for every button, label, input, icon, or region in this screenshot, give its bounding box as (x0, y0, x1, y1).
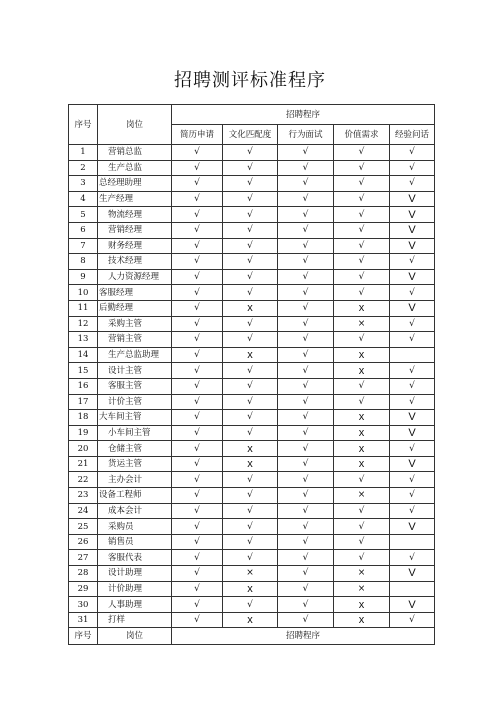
row-mark: √ (278, 316, 334, 332)
row-mark: √ (172, 534, 223, 550)
row-seq: 26 (69, 534, 98, 550)
row-mark: √ (172, 581, 223, 597)
row-mark: V (390, 519, 435, 535)
row-mark: √ (172, 425, 223, 441)
row-seq: 19 (69, 425, 98, 441)
table-row (69, 581, 435, 597)
row-mark: √ (223, 363, 278, 379)
row-mark: √ (334, 269, 390, 285)
row-mark: √ (172, 456, 223, 472)
row-mark: √ (223, 316, 278, 332)
row-mark: √ (223, 534, 278, 550)
row-mark: √ (223, 394, 278, 410)
page-title: 招聘测评标准程序 (174, 70, 326, 91)
header-row-1 (69, 105, 435, 125)
row-mark: × (223, 566, 278, 582)
row-mark: √ (223, 550, 278, 566)
row-mark: √ (390, 612, 435, 628)
row-position: 人力资源经理 (98, 269, 172, 285)
row-mark: V (390, 410, 435, 426)
footer-group: 招聘程序 (172, 628, 435, 645)
recruitment-table (68, 104, 435, 645)
row-mark: √ (334, 394, 390, 410)
row-seq: 14 (69, 347, 98, 363)
row-mark: √ (172, 378, 223, 394)
row-position: 后勤经理 (98, 300, 172, 316)
row-mark: √ (278, 347, 334, 363)
row-mark: √ (223, 519, 278, 535)
row-mark: √ (278, 410, 334, 426)
row-seq: 25 (69, 519, 98, 535)
table-row (69, 160, 435, 176)
row-mark: √ (223, 238, 278, 254)
row-mark: x (223, 612, 278, 628)
row-mark: √ (278, 425, 334, 441)
row-position: 客服经理 (98, 285, 172, 301)
row-mark: V (390, 269, 435, 285)
row-mark: √ (334, 285, 390, 301)
row-mark: √ (223, 378, 278, 394)
row-mark: √ (390, 378, 435, 394)
row-position: 采购主管 (98, 316, 172, 332)
row-mark: √ (278, 191, 334, 207)
row-mark (390, 534, 435, 550)
row-mark: √ (223, 145, 278, 161)
row-position: 生产总监 (98, 160, 172, 176)
row-mark: x (334, 363, 390, 379)
header-col-3: 行为面试 (278, 125, 334, 145)
row-mark: x (223, 581, 278, 597)
row-position: 货运主管 (98, 456, 172, 472)
row-mark: √ (172, 332, 223, 348)
row-mark: V (390, 191, 435, 207)
footer-row (69, 628, 435, 645)
row-mark: V (390, 222, 435, 238)
row-mark: x (334, 597, 390, 613)
row-mark: x (334, 300, 390, 316)
row-position: 总经理助理 (98, 176, 172, 192)
row-seq: 11 (69, 300, 98, 316)
row-seq: 12 (69, 316, 98, 332)
row-mark: √ (390, 176, 435, 192)
row-mark: √ (172, 472, 223, 488)
row-mark: x (334, 612, 390, 628)
row-mark: √ (172, 222, 223, 238)
row-mark: √ (223, 191, 278, 207)
row-seq: 4 (69, 191, 98, 207)
row-mark: √ (172, 347, 223, 363)
header-col-5: 经验问话 (390, 125, 435, 145)
row-mark: √ (278, 488, 334, 504)
table-row (69, 238, 435, 254)
row-mark: √ (172, 207, 223, 223)
row-mark: √ (334, 472, 390, 488)
row-seq: 21 (69, 456, 98, 472)
row-mark: √ (278, 145, 334, 161)
table-row (69, 300, 435, 316)
row-mark: √ (278, 519, 334, 535)
row-mark: x (334, 410, 390, 426)
row-mark: √ (278, 363, 334, 379)
row-seq: 6 (69, 222, 98, 238)
row-mark: √ (390, 316, 435, 332)
row-mark: √ (172, 191, 223, 207)
row-mark: x (223, 300, 278, 316)
row-position: 生产总监助理 (98, 347, 172, 363)
table-row (69, 222, 435, 238)
table-row (69, 316, 435, 332)
row-mark: √ (172, 300, 223, 316)
row-mark: √ (172, 269, 223, 285)
header-position: 岗位 (98, 105, 172, 145)
row-mark: √ (334, 191, 390, 207)
row-mark: √ (223, 503, 278, 519)
table-row (69, 597, 435, 613)
table-row (69, 488, 435, 504)
row-mark: √ (390, 160, 435, 176)
row-position: 设计助理 (98, 566, 172, 582)
row-mark: √ (334, 238, 390, 254)
row-position: 计价助理 (98, 581, 172, 597)
row-mark: x (223, 441, 278, 457)
row-mark: √ (334, 332, 390, 348)
row-mark: V (390, 597, 435, 613)
table-row (69, 503, 435, 519)
table-row (69, 394, 435, 410)
row-position: 小车间主管 (98, 425, 172, 441)
row-mark: V (390, 456, 435, 472)
table-row (69, 472, 435, 488)
row-mark: √ (278, 534, 334, 550)
row-mark: √ (223, 160, 278, 176)
row-position: 生产经理 (98, 191, 172, 207)
row-mark: √ (278, 394, 334, 410)
row-mark: V (390, 300, 435, 316)
row-position: 客服代表 (98, 550, 172, 566)
row-mark: V (390, 238, 435, 254)
row-mark: √ (278, 222, 334, 238)
table-row (69, 425, 435, 441)
row-mark: √ (223, 597, 278, 613)
row-mark: √ (278, 456, 334, 472)
header-col-1: 简历申请 (172, 125, 223, 145)
row-mark: √ (278, 378, 334, 394)
row-mark: √ (172, 254, 223, 270)
row-position: 营销经理 (98, 222, 172, 238)
table-row (69, 456, 435, 472)
row-seq: 30 (69, 597, 98, 613)
row-seq: 8 (69, 254, 98, 270)
footer-position: 岗位 (98, 628, 172, 645)
row-seq: 27 (69, 550, 98, 566)
row-seq: 24 (69, 503, 98, 519)
row-mark: × (334, 566, 390, 582)
row-seq: 15 (69, 363, 98, 379)
row-mark: √ (223, 410, 278, 426)
row-mark: √ (334, 378, 390, 394)
row-mark: √ (390, 254, 435, 270)
row-mark: x (334, 456, 390, 472)
row-position: 大车间主管 (98, 410, 172, 426)
row-mark: √ (334, 519, 390, 535)
header-col-4: 价值需求 (334, 125, 390, 145)
row-position: 采购员 (98, 519, 172, 535)
row-mark: √ (278, 503, 334, 519)
row-mark: √ (223, 285, 278, 301)
row-position: 打样 (98, 612, 172, 628)
row-mark: √ (390, 145, 435, 161)
row-mark: √ (172, 238, 223, 254)
row-mark: √ (172, 441, 223, 457)
table-row (69, 145, 435, 161)
row-mark: √ (223, 254, 278, 270)
row-mark (390, 347, 435, 363)
row-mark: √ (278, 176, 334, 192)
row-seq: 3 (69, 176, 98, 192)
row-seq: 18 (69, 410, 98, 426)
row-mark: √ (278, 581, 334, 597)
row-mark: √ (172, 160, 223, 176)
table-row (69, 378, 435, 394)
row-mark: √ (172, 394, 223, 410)
row-mark: √ (278, 472, 334, 488)
table-row (69, 550, 435, 566)
row-position: 人事助理 (98, 597, 172, 613)
row-mark: √ (172, 550, 223, 566)
row-seq: 31 (69, 612, 98, 628)
row-mark: √ (334, 207, 390, 223)
header-group: 招聘程序 (172, 105, 435, 125)
row-mark: × (334, 581, 390, 597)
row-mark: √ (390, 394, 435, 410)
table-row (69, 176, 435, 192)
row-mark: √ (390, 363, 435, 379)
row-seq: 1 (69, 145, 98, 161)
row-mark: √ (223, 207, 278, 223)
row-mark: √ (172, 612, 223, 628)
row-mark: V (390, 207, 435, 223)
row-mark: V (390, 425, 435, 441)
row-mark: √ (223, 269, 278, 285)
row-seq: 7 (69, 238, 98, 254)
row-position: 营销主管 (98, 332, 172, 348)
table-row (69, 191, 435, 207)
row-mark: √ (223, 488, 278, 504)
row-mark: √ (278, 597, 334, 613)
row-mark: √ (172, 316, 223, 332)
table-row (69, 363, 435, 379)
row-position: 销售员 (98, 534, 172, 550)
footer-seq: 序号 (69, 628, 98, 645)
row-mark: x (334, 441, 390, 457)
row-mark: √ (334, 145, 390, 161)
row-mark: √ (334, 160, 390, 176)
row-mark: √ (334, 550, 390, 566)
row-seq: 20 (69, 441, 98, 457)
row-mark: √ (390, 472, 435, 488)
row-seq: 17 (69, 394, 98, 410)
row-position: 财务经理 (98, 238, 172, 254)
row-mark: √ (278, 238, 334, 254)
row-mark: √ (223, 176, 278, 192)
row-mark: √ (334, 503, 390, 519)
row-seq: 9 (69, 269, 98, 285)
row-mark: √ (278, 254, 334, 270)
row-seq: 10 (69, 285, 98, 301)
header-seq: 序号 (69, 105, 98, 145)
row-mark: √ (390, 488, 435, 504)
table-row (69, 285, 435, 301)
row-mark: √ (223, 222, 278, 238)
row-mark: √ (334, 222, 390, 238)
row-mark: √ (223, 472, 278, 488)
row-mark: √ (172, 410, 223, 426)
row-mark: √ (390, 550, 435, 566)
table-row (69, 534, 435, 550)
row-position: 主办会计 (98, 472, 172, 488)
table-row (69, 410, 435, 426)
row-mark: √ (172, 519, 223, 535)
row-seq: 29 (69, 581, 98, 597)
row-mark: √ (172, 597, 223, 613)
row-mark: √ (390, 503, 435, 519)
row-mark: √ (278, 160, 334, 176)
row-mark: √ (278, 300, 334, 316)
table-row (69, 332, 435, 348)
row-mark: x (334, 425, 390, 441)
table-row (69, 566, 435, 582)
table-row (69, 441, 435, 457)
table-row (69, 612, 435, 628)
row-mark: √ (172, 145, 223, 161)
row-mark: x (334, 347, 390, 363)
row-mark: √ (172, 566, 223, 582)
row-mark: √ (390, 285, 435, 301)
row-seq: 16 (69, 378, 98, 394)
row-position: 物流经理 (98, 207, 172, 223)
row-seq: 13 (69, 332, 98, 348)
row-seq: 22 (69, 472, 98, 488)
row-mark: √ (278, 441, 334, 457)
row-mark: √ (172, 285, 223, 301)
row-mark: V (390, 566, 435, 582)
row-mark: x (223, 347, 278, 363)
row-position: 营销总监 (98, 145, 172, 161)
row-mark: √ (223, 332, 278, 348)
row-seq: 23 (69, 488, 98, 504)
row-mark (390, 581, 435, 597)
row-mark: × (334, 488, 390, 504)
row-mark: × (334, 316, 390, 332)
row-position: 客服主管 (98, 378, 172, 394)
row-seq: 2 (69, 160, 98, 176)
table-row (69, 207, 435, 223)
row-position: 设备工程师 (98, 488, 172, 504)
row-mark: √ (334, 176, 390, 192)
table-row (69, 254, 435, 270)
row-mark: √ (278, 566, 334, 582)
row-mark: √ (278, 269, 334, 285)
table-row (69, 347, 435, 363)
row-seq: 5 (69, 207, 98, 223)
row-mark: x (223, 456, 278, 472)
row-mark: √ (172, 176, 223, 192)
row-mark: √ (223, 425, 278, 441)
row-mark: √ (172, 503, 223, 519)
row-mark: √ (334, 254, 390, 270)
row-mark: √ (278, 612, 334, 628)
row-mark: √ (172, 488, 223, 504)
row-mark: √ (278, 550, 334, 566)
row-mark: √ (390, 441, 435, 457)
row-seq: 28 (69, 566, 98, 582)
row-position: 技术经理 (98, 254, 172, 270)
row-position: 仓储主管 (98, 441, 172, 457)
row-position: 设计主管 (98, 363, 172, 379)
table-row (69, 519, 435, 535)
row-mark: √ (334, 534, 390, 550)
row-mark: √ (390, 332, 435, 348)
row-position: 成本会计 (98, 503, 172, 519)
row-mark: √ (172, 363, 223, 379)
row-mark: √ (278, 332, 334, 348)
table-row (69, 269, 435, 285)
row-mark: √ (278, 285, 334, 301)
header-col-2: 文化匹配度 (223, 125, 278, 145)
row-mark: √ (278, 207, 334, 223)
row-position: 计价主管 (98, 394, 172, 410)
